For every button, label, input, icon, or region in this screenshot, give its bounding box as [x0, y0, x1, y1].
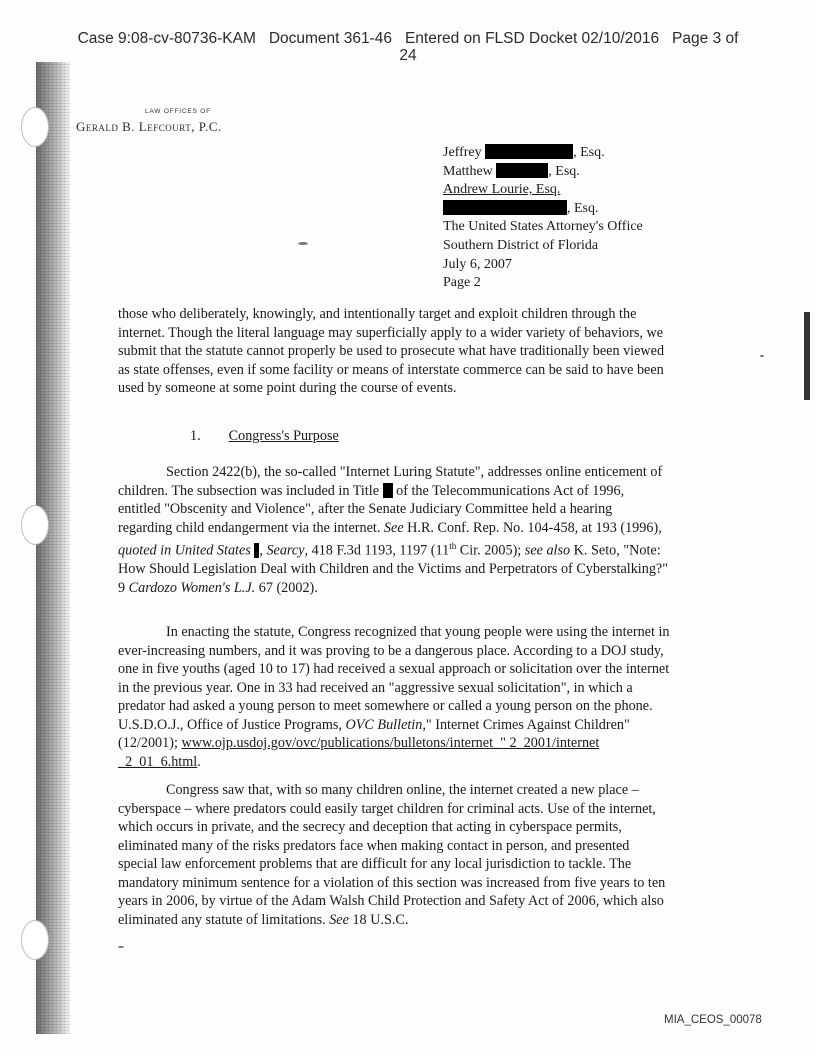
scan-speck [760, 355, 764, 357]
paragraph-1: those who deliberately, knowingly, and intentionally target and exploit children through the internet. Though the literal language may superficially apply to a wider variety of behaviors, we submit that the statute cannot properly be used to prosecute what have traditionally been viewed as state offenses, even if some facility or means of interstate commerce can be said to have been used by someone at some point during the course of events. [118, 306, 665, 396]
letterhead-firm-name: Gerald B. Lefcourt, P.C. [76, 119, 222, 134]
district-name: Southern District of Florida [443, 237, 599, 253]
scan-speck [118, 946, 124, 948]
redaction-box [443, 200, 567, 215]
addressee-1: Jeffrey , Esq. [443, 145, 605, 160]
court-header-line2: 24 [399, 47, 417, 64]
redaction-box [383, 483, 393, 498]
addressee-4: , Esq. [443, 200, 643, 219]
addressee-2: Matthew , Esq. [443, 163, 580, 179]
letterhead-law-offices: LAW OFFICES OF [145, 108, 211, 115]
section-heading [190, 428, 339, 445]
letter-date: July 6, 2007 [443, 256, 512, 272]
court-header [0, 30, 816, 64]
section-heading-text: Congress's Purpose [228, 428, 339, 444]
bates-number: MIA_CEOS_00078 [664, 1014, 762, 1026]
paragraph-4: Congress saw that, with so many children online, the internet created a new place – cyberspace – where predators could easily target children for criminal acts. Use of the internet, which occurs in private, and the secrecy and deception that acting in cyberspace permits, eliminated many of the risks predators face when making contact in person, and presented special law enforcement problems that are difficult for any local jurisdiction to tackle. The mandatory minimum sentence for a violation of this section was increased from five years to ten years in 2006, by virtue of the Adam Walsh Child Protection and Safety Act of 2006, which also eliminated any statute of limitations. See 18 U.S.C. [118, 782, 666, 928]
office-name: The United States Attorney's Office [443, 219, 643, 235]
paragraph-3: In enacting the statute, Congress recognized that young people were using the internet in ever-increasing numbers, and it was proving to be a dangerous place. According to a DOJ study, one in five youths (aged 10 to 17) had received a sexual approach or solicitation over the internet in the previous year. One in 33 had received an "aggressive sexual solicitation", in which a predator had asked a young person to meet somewhere or called a young person on the phone. U.S.D.O.J., Office of Justice Programs, OVC Bulletin," Internet Crimes Against Children" (12/2001); www.ojp.usdoj.gov/ovc/publications/bulletons/internet_" 2_2001/internet _2_01_6.html. [118, 624, 670, 770]
punch-hole-bottom [21, 920, 49, 960]
punch-hole-top [21, 107, 49, 147]
redaction-box [485, 144, 573, 159]
letter-page-number: Page 2 [443, 275, 481, 291]
scan-margin-mark [804, 312, 810, 400]
scan-shadow-edge [36, 62, 70, 1034]
redaction-box [254, 543, 259, 558]
court-header-line1: Case 9:08-cv-80736-KAM Document 361-46 Entered on FLSD Docket 02/10/2016 Page 3 of [77, 30, 739, 47]
address-block [443, 144, 643, 293]
scan-speck [298, 242, 308, 245]
bulletin-url: www.ojp.usdoj.gov/ovc/publications/bulletons/internet_" 2_2001/internet _2_01_6.html [118, 735, 600, 770]
punch-hole-middle [21, 505, 49, 545]
redaction-box [496, 163, 548, 178]
addressee-3: Andrew Lourie, Esq. [443, 182, 561, 198]
paragraph-2: Section 2422(b), the so-called "Internet Luring Statute", addresses online enticement of children. The subsection was included in Title of the Telecommunications Act of 1996, entitled "Obscenity and Violence", after the Senate Judiciary Committee held a hearing regarding child endangerment via the internet. See H.R. Conf. Rep. No. 104-458, at 193 (1996), quoted in United States , Searcy, 418 F.3d 1193, 1197 (11th Cir. 2005); see also K. Seto, "Note: How Should Legislation Deal with Children and the Victims and Perpetrators of Cyberstalking?" 9 Cardozo Women's L.J. 67 (2002). [118, 464, 669, 596]
section-heading-number: 1. [190, 428, 201, 444]
